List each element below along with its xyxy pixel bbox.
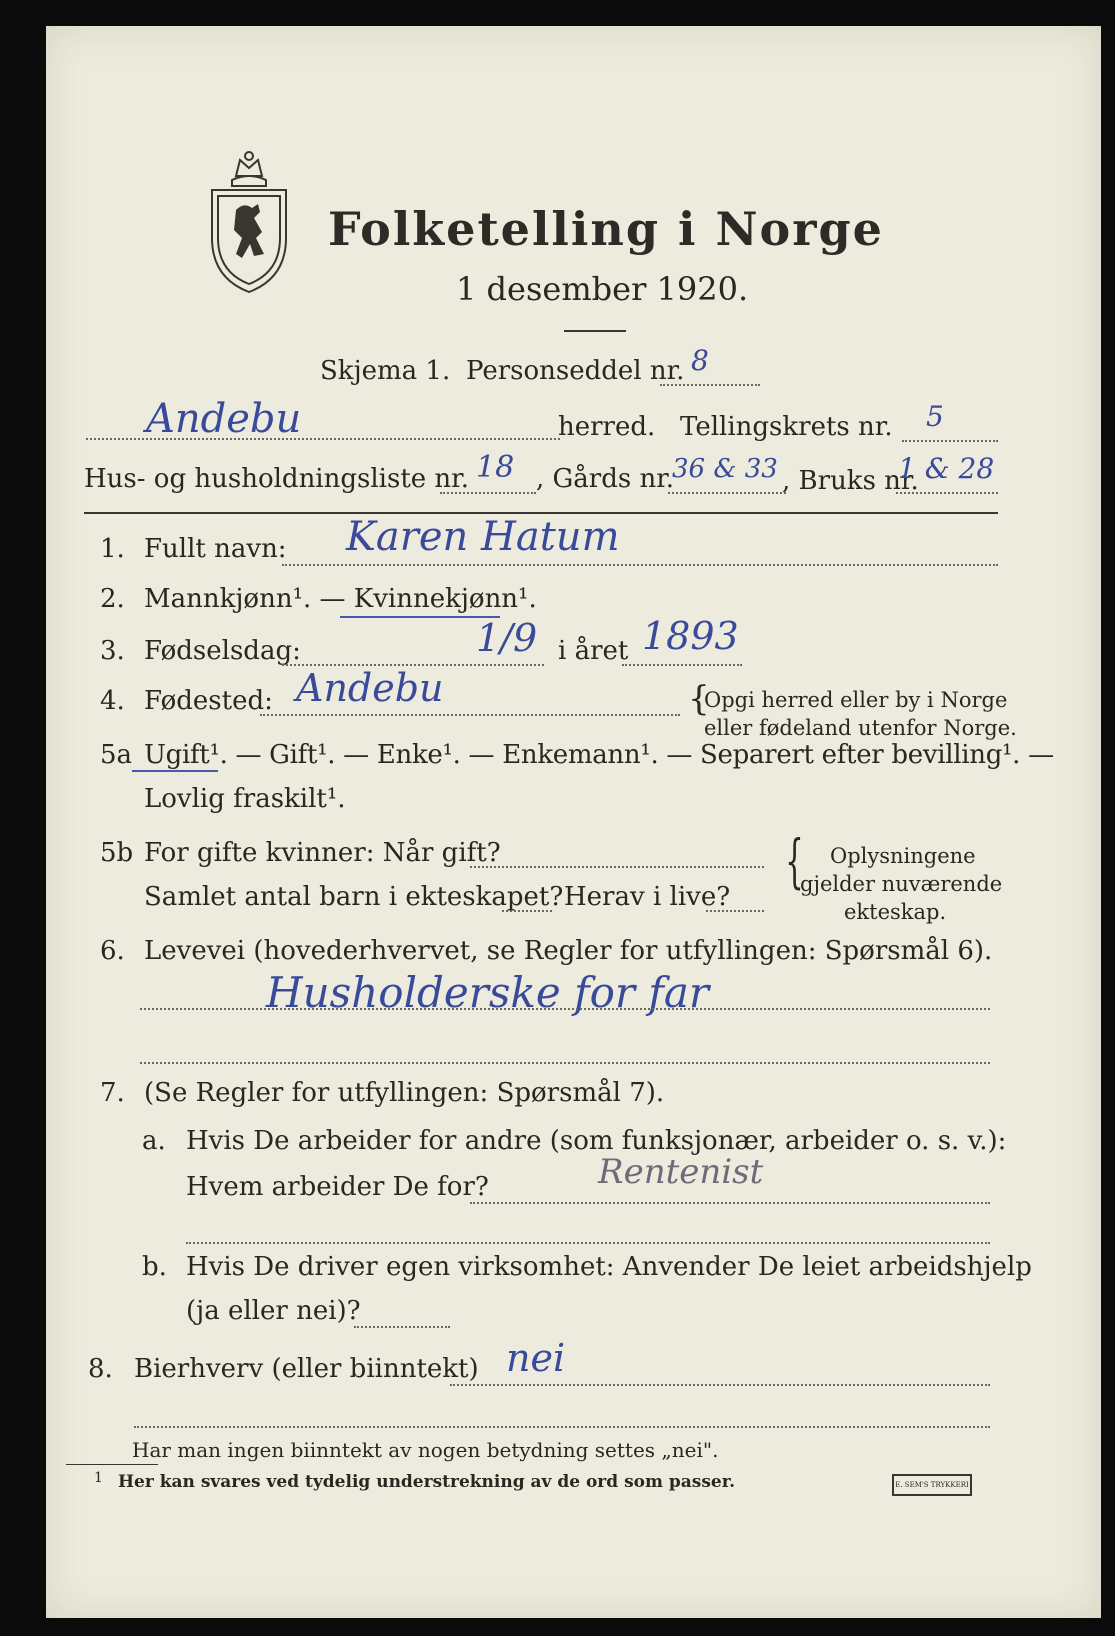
q4-label: Fødested: — [144, 686, 273, 716]
q7b-field-line — [354, 1326, 450, 1328]
q3-date-value: 1/9 — [476, 616, 538, 660]
q3-label: Fødselsdag: — [144, 636, 301, 666]
tellingskrets-value: 5 — [926, 400, 944, 433]
q3-year-field-line — [622, 664, 742, 666]
q8-label: Bierhverv (eller biinntekt) — [134, 1354, 479, 1384]
q1-name-value: Karen Hatum — [346, 514, 620, 560]
q1-number: 1. — [100, 534, 125, 564]
q5b-label-3: Herav i live? — [564, 882, 731, 912]
q2-label: Mannkjønn¹. — Kvinnekjønn¹. — [144, 584, 537, 614]
q7b-label: Hvis De driver egen virksomhet: Anvender De leiet arbeidshjelp — [186, 1252, 1032, 1282]
herred-value: Andebu — [146, 396, 302, 442]
personseddel-field-line — [660, 384, 760, 386]
schema-label: Skjema 1. — [320, 356, 451, 386]
q5a-ugift-underline — [132, 770, 218, 772]
q5b-note-line-2: gjelder nuværende — [800, 872, 1003, 896]
personseddel-label: Personseddel nr. — [466, 356, 685, 386]
tellingskrets-label: Tellingskrets nr. — [680, 412, 893, 442]
q5b-note-line-1: Oplysningene — [830, 844, 976, 868]
q7a-letter: a. — [142, 1126, 166, 1156]
q4-field-line — [260, 714, 680, 716]
q1-label: Fullt navn: — [144, 534, 287, 564]
gards-value: 36 & 33 — [672, 454, 778, 484]
census-date: 1 desember 1920. — [456, 270, 749, 308]
q7a-field-line — [470, 1202, 990, 1204]
footnote-number: 1 — [94, 1470, 103, 1486]
q6-label: Levevei (hovederhvervet, se Regler for utfyllingen: Spørsmål 6). — [144, 936, 993, 966]
footnote-rule — [66, 1464, 158, 1465]
census-form-page — [46, 26, 1101, 1618]
q7b-label-2: (ja eller nei)? — [186, 1296, 361, 1326]
gards-label: , Gårds nr. — [536, 464, 675, 494]
q5b-children-field-line — [502, 910, 552, 912]
bruks-field-line — [896, 492, 998, 494]
herred-label: herred. — [558, 412, 656, 442]
title-divider — [564, 330, 626, 332]
q7a-field-line-2 — [186, 1242, 990, 1244]
biinntekt-note: Har man ingen biinntekt av nogen betydning settes „nei". — [132, 1438, 719, 1462]
q7a-label: Hvis De arbeider for andre (som funksjonær, arbeider o. s. v.): — [186, 1126, 1007, 1156]
q5b-alive-field-line — [706, 910, 764, 912]
q1-field-line — [282, 564, 998, 566]
q8-value: nei — [506, 1336, 566, 1380]
q5a-label: Ugift¹. — Gift¹. — Enke¹. — Enkemann¹. — Separert efter bevilling¹. — — [144, 740, 1054, 770]
hus-field-line — [440, 492, 536, 494]
q8-field-line — [450, 1384, 990, 1386]
q7-label: (Se Regler for utfyllingen: Spørsmål 7). — [144, 1078, 665, 1108]
norway-coat-of-arms-icon — [206, 146, 292, 296]
q5a-number: 5a — [100, 740, 133, 770]
q5b-number: 5b — [100, 838, 134, 868]
q4-note-brace: { — [688, 679, 710, 719]
q5b-note-brace: { — [785, 827, 804, 895]
q4-note-line-1: Opgi herred eller by i Norge — [704, 688, 1008, 712]
q6-field-line-1 — [140, 1008, 990, 1010]
q6-occupation-value: Husholderske for far — [266, 968, 709, 1017]
q5b-married-field-line — [470, 866, 764, 868]
q8-number: 8. — [88, 1354, 113, 1384]
q4-birthplace-value: Andebu — [296, 666, 444, 710]
q7a-employer-value: Rentenist — [598, 1152, 764, 1192]
tellingskrets-field-line — [902, 440, 998, 442]
q5a-label-2: Lovlig fraskilt¹. — [144, 784, 346, 814]
q6-field-line-2 — [140, 1062, 990, 1064]
q3-year-value: 1893 — [642, 614, 739, 658]
q3-number: 3. — [100, 636, 125, 666]
q8-field-line-2 — [134, 1426, 990, 1428]
printer-stamp: E. SEM'S TRYKKERI — [892, 1474, 972, 1496]
footnote-text: Her kan svares ved tydelig understrekning av de ord som passer. — [118, 1472, 736, 1492]
q5b-note-line-3: ekteskap. — [844, 900, 947, 924]
hus-label: Hus- og husholdningsliste nr. — [84, 464, 470, 494]
q5b-label: For gifte kvinner: Når gift? — [144, 838, 501, 868]
q3-year-label: i året — [558, 636, 629, 666]
q2-number: 2. — [100, 584, 125, 614]
bruks-label: , Bruks nr. — [782, 466, 919, 496]
q7a-label-2: Hvem arbeider De for? — [186, 1172, 489, 1202]
bruks-value: 1 & 28 — [898, 452, 995, 485]
q6-number: 6. — [100, 936, 125, 966]
gards-field-line — [668, 492, 786, 494]
q4-number: 4. — [100, 686, 125, 716]
q7b-letter: b. — [142, 1252, 167, 1282]
q4-note-line-2: eller fødeland utenfor Norge. — [704, 716, 1017, 740]
personseddel-value: 8 — [691, 344, 709, 377]
q7-number: 7. — [100, 1078, 125, 1108]
form-title: Folketelling i Norge — [328, 202, 884, 256]
q5b-label-2: Samlet antal barn i ekteskapet? — [144, 882, 564, 912]
hus-value: 18 — [476, 450, 515, 485]
